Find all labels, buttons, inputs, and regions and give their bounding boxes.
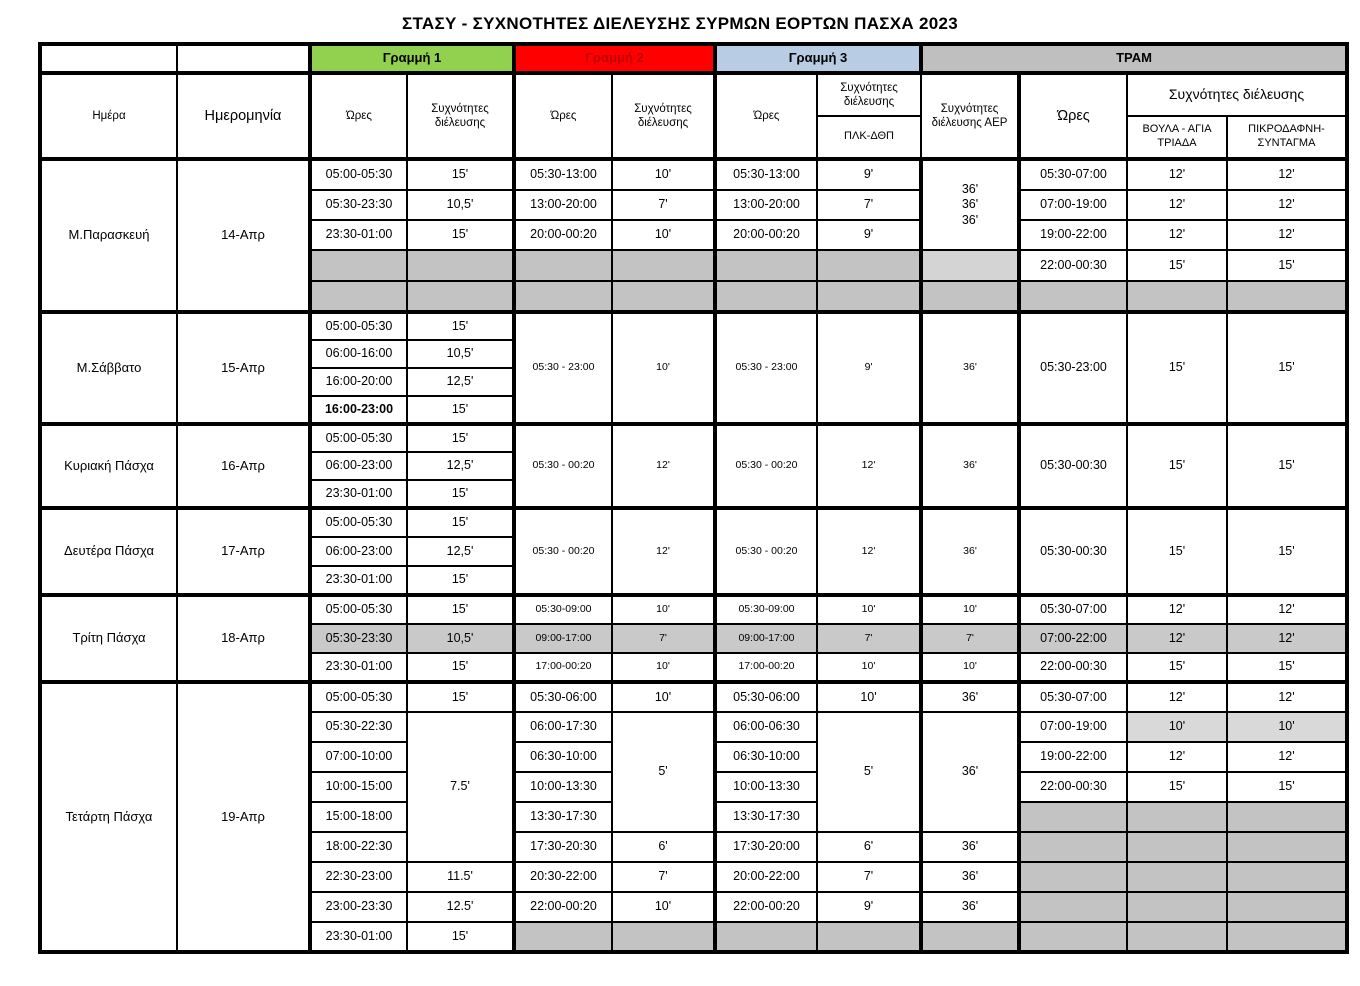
table-cell: 36': [921, 682, 1019, 712]
table-cell: 12': [1127, 190, 1227, 220]
table-cell: 15': [407, 396, 514, 424]
empty-cell: [1227, 802, 1347, 832]
table-cell: 13:00-20:00: [514, 190, 612, 220]
table-cell: 12.5': [407, 892, 514, 922]
table-cell: 22:00-00:30: [1019, 653, 1127, 682]
col-header-freq-tram: Συχνότητες διέλευσης: [1127, 73, 1347, 116]
table-cell: 22:30-23:00: [310, 862, 407, 892]
table-cell: 9': [817, 220, 921, 250]
col-header-freq-l2: Συχνότητες διέλευσης: [612, 73, 715, 159]
empty-cell: [1019, 802, 1127, 832]
table-cell: 15': [407, 682, 514, 712]
col-header-freq-l1: Συχνότητες διέλευσης: [407, 73, 514, 159]
schedule-table: [38, 42, 1349, 954]
table-cell: 06:00-16:00: [310, 340, 407, 368]
table-cell: 10': [612, 653, 715, 682]
table-cell: 05:30-09:00: [715, 595, 817, 624]
col-header-hours-l2: Ώρες: [514, 73, 612, 159]
date-cell: 15-Απρ: [177, 312, 310, 424]
table-cell: 23:00-23:30: [310, 892, 407, 922]
table-cell: 10': [1127, 712, 1227, 742]
table-cell: 7': [612, 624, 715, 653]
table-cell: 15:00-18:00: [310, 802, 407, 832]
table-cell: 05:30-13:00: [715, 159, 817, 190]
table-cell: 23:30-01:00: [310, 566, 407, 595]
table-cell: 12': [1127, 682, 1227, 712]
tram-header: ΤΡΑΜ: [921, 44, 1347, 73]
table-cell: 05:30 - 00:20: [514, 424, 612, 508]
empty-cell: [715, 922, 817, 952]
empty-cell: [612, 922, 715, 952]
table-cell: 15': [407, 508, 514, 537]
table-cell: 15': [1227, 424, 1347, 508]
table-cell: 15': [1227, 772, 1347, 802]
table-cell: 05:00-05:30: [310, 682, 407, 712]
table-cell: 12': [612, 508, 715, 595]
table-cell: 10:00-13:30: [715, 772, 817, 802]
table-cell: 05:30-00:30: [1019, 424, 1127, 508]
table-cell: 10:00-13:30: [514, 772, 612, 802]
col-header-hours-l3: Ώρες: [715, 73, 817, 159]
table-cell: 18:00-22:30: [310, 832, 407, 862]
empty-cell: [514, 922, 612, 952]
table-cell: 15': [407, 312, 514, 340]
table-cell: 10': [1227, 712, 1347, 742]
empty-cell: [1227, 832, 1347, 862]
table-cell: 12': [1227, 190, 1347, 220]
table-cell: 12': [1127, 742, 1227, 772]
table-cell: 36': [921, 424, 1019, 508]
table-cell: 15': [1127, 424, 1227, 508]
empty-cell: [514, 281, 612, 312]
table-cell: 12': [1127, 595, 1227, 624]
col-subheader-plk-dthp: ΠΛΚ-ΔΘΠ: [817, 116, 921, 159]
empty-cell: [514, 250, 612, 281]
table-cell: 06:00-17:30: [514, 712, 612, 742]
empty-cell: [1227, 892, 1347, 922]
empty-cell: [817, 922, 921, 952]
table-cell: 05:30 - 00:20: [715, 508, 817, 595]
table-cell: 7': [817, 624, 921, 653]
table-cell: 23:30-01:00: [310, 653, 407, 682]
empty-cell: [715, 250, 817, 281]
empty-cell: [1227, 922, 1347, 952]
table-cell: 05:00-05:30: [310, 424, 407, 452]
col-header-hours-tram: Ώρες: [1019, 73, 1127, 159]
table-cell: 12': [817, 508, 921, 595]
table-cell: 12,5': [407, 452, 514, 480]
table-cell: 20:00-22:00: [715, 862, 817, 892]
table-cell: 15': [1227, 508, 1347, 595]
table-cell: 07:00-19:00: [1019, 712, 1127, 742]
line1-header: Γραμμή 1: [310, 44, 514, 73]
table-cell: 12': [1227, 682, 1347, 712]
empty-cell: [817, 281, 921, 312]
table-cell: 6': [817, 832, 921, 862]
table-cell: 13:30-17:30: [514, 802, 612, 832]
table-cell: 10': [612, 312, 715, 424]
table-cell: 17:00-00:20: [514, 653, 612, 682]
table-cell: 05:30-07:00: [1019, 595, 1127, 624]
table-cell: 05:30 - 23:00: [514, 312, 612, 424]
table-cell: 10': [612, 682, 715, 712]
table-cell: 15': [1127, 250, 1227, 281]
table-cell: 15': [407, 159, 514, 190]
empty-cell: [1127, 892, 1227, 922]
table-cell: 10,5': [407, 340, 514, 368]
table-cell: 05:30-06:00: [514, 682, 612, 712]
empty-cell: [1227, 281, 1347, 312]
table-cell: 22:00-00:20: [514, 892, 612, 922]
empty-cell: [1127, 922, 1227, 952]
col-header-date: Ημερομηνία: [177, 73, 310, 159]
table-cell: 05:30 - 00:20: [715, 424, 817, 508]
table-cell: 15': [407, 480, 514, 508]
col-header-day: Ημέρα: [40, 73, 177, 159]
table-cell: 15': [407, 595, 514, 624]
table-cell: 05:30-23:00: [1019, 312, 1127, 424]
empty-cell: [1127, 802, 1227, 832]
table-cell: 05:00-05:30: [310, 508, 407, 537]
date-cell: 19-Απρ: [177, 682, 310, 952]
table-cell: 36': [921, 832, 1019, 862]
table-cell: 5': [612, 712, 715, 832]
table-cell: 22:00-00:20: [715, 892, 817, 922]
table-cell: 20:30-22:00: [514, 862, 612, 892]
table-cell: 05:00-05:30: [310, 159, 407, 190]
table-cell: 12': [1227, 595, 1347, 624]
table-cell: 09:00-17:00: [715, 624, 817, 653]
col-header-hours-l1: Ώρες: [310, 73, 407, 159]
table-cell: 05:30-07:00: [1019, 682, 1127, 712]
table-cell: 13:30-17:30: [715, 802, 817, 832]
empty-cell: [921, 922, 1019, 952]
col-header-freq-aer: Συχνότητες διέλευσης ΑΕΡ: [921, 73, 1019, 159]
table-cell: 19:00-22:00: [1019, 220, 1127, 250]
empty-cell: [612, 250, 715, 281]
aer-merged-cell: [921, 159, 1019, 250]
table-cell: 12': [1227, 742, 1347, 772]
table-cell: 05:30-22:30: [310, 712, 407, 742]
table-cell: 20:00-00:20: [514, 220, 612, 250]
table-cell: 15': [407, 653, 514, 682]
date-cell: 17-Απρ: [177, 508, 310, 595]
table-cell: 7': [817, 862, 921, 892]
table-cell: 22:00-00:30: [1019, 250, 1127, 281]
table-cell: 09:00-17:00: [514, 624, 612, 653]
col-header-freq-l3: Συχνότητες διέλευσης: [817, 73, 921, 116]
table-cell: 22:00-00:30: [1019, 772, 1127, 802]
table-cell: 07:00-22:00: [1019, 624, 1127, 653]
empty-cell: [1127, 862, 1227, 892]
table-cell: 23:30-01:00: [310, 220, 407, 250]
table-cell: 06:30-10:00: [514, 742, 612, 772]
table-cell: 10': [612, 892, 715, 922]
table-cell: 15': [407, 922, 514, 952]
table-cell: 15': [407, 566, 514, 595]
table-cell: 9': [817, 892, 921, 922]
empty-cell: [612, 281, 715, 312]
table-cell: 5': [817, 712, 921, 832]
table-cell: 10': [817, 682, 921, 712]
table-cell: 11.5': [407, 862, 514, 892]
table-cell: 17:30-20:30: [514, 832, 612, 862]
table-cell: 9': [817, 159, 921, 190]
table-cell: 12': [1227, 624, 1347, 653]
table-cell: 12': [817, 424, 921, 508]
table-cell: 16:00-23:00: [310, 396, 407, 424]
table-cell: 05:30-09:00: [514, 595, 612, 624]
table-cell: 15': [1227, 312, 1347, 424]
table-cell: 05:30-13:00: [514, 159, 612, 190]
table-cell: 12': [1127, 624, 1227, 653]
table-cell: 15': [1127, 508, 1227, 595]
corner-empty-day: [40, 44, 177, 73]
day-name-cell: Κυριακή Πάσχα: [40, 424, 177, 508]
table-cell: 23:30-01:00: [310, 480, 407, 508]
table-cell: 10': [817, 653, 921, 682]
table-cell: 12,5': [407, 537, 514, 566]
table-cell: 6': [612, 832, 715, 862]
empty-cell: [1019, 862, 1127, 892]
table-cell: 12': [1127, 220, 1227, 250]
empty-cell: [1019, 832, 1127, 862]
multi-value-stack: [925, 182, 1015, 229]
date-cell: 18-Απρ: [177, 595, 310, 682]
empty-cell: [1019, 281, 1127, 312]
table-cell: 06:00-23:00: [310, 537, 407, 566]
table-cell: 06:30-10:00: [715, 742, 817, 772]
empty-cell: [921, 281, 1019, 312]
day-name-cell: Μ.Σάββατο: [40, 312, 177, 424]
empty-cell: [310, 281, 407, 312]
table-cell: 10,5': [407, 624, 514, 653]
table-cell: 10': [921, 595, 1019, 624]
table-cell: 36': [921, 508, 1019, 595]
table-cell: 12': [1227, 159, 1347, 190]
table-cell: 10:00-15:00: [310, 772, 407, 802]
schedule-table-body: [40, 44, 1347, 952]
table-cell: 20:00-00:20: [715, 220, 817, 250]
day-name-cell: Τρίτη Πάσχα: [40, 595, 177, 682]
empty-cell: [1019, 922, 1127, 952]
table-cell: 15': [1127, 772, 1227, 802]
table-cell: 15': [1127, 653, 1227, 682]
table-cell: 10': [612, 159, 715, 190]
table-cell: 15': [407, 424, 514, 452]
table-cell: 05:30-07:00: [1019, 159, 1127, 190]
table-cell: 13:00-20:00: [715, 190, 817, 220]
table-cell: 06:00-06:30: [715, 712, 817, 742]
stacked-value: 36': [961, 197, 979, 212]
table-cell: 05:00-05:30: [310, 595, 407, 624]
table-cell: 36': [921, 712, 1019, 832]
table-cell: 7': [612, 190, 715, 220]
table-cell: 10': [612, 220, 715, 250]
table-cell: 12,5': [407, 368, 514, 396]
empty-cell: [407, 281, 514, 312]
date-cell: 16-Απρ: [177, 424, 310, 508]
table-cell: 15': [1227, 250, 1347, 281]
table-cell: 12': [1127, 159, 1227, 190]
table-cell: 05:30 - 00:20: [514, 508, 612, 595]
empty-cell: [817, 250, 921, 281]
table-cell: 06:00-23:00: [310, 452, 407, 480]
table-cell: 05:30-23:30: [310, 190, 407, 220]
table-cell: 23:30-01:00: [310, 922, 407, 952]
table-cell: 17:30-20:00: [715, 832, 817, 862]
table-cell: 15': [1227, 653, 1347, 682]
stacked-value: 36': [961, 181, 979, 196]
table-cell: 05:00-05:30: [310, 312, 407, 340]
table-cell: 05:30-06:00: [715, 682, 817, 712]
table-cell: 07:00-19:00: [1019, 190, 1127, 220]
table-cell: [921, 250, 1019, 281]
empty-cell: [1227, 862, 1347, 892]
col-subheader-voula-agia-triada: ΒΟΥΛΑ - ΑΓΙΑ ΤΡΙΑΔΑ: [1127, 116, 1227, 159]
empty-cell: [715, 281, 817, 312]
table-cell: 9': [817, 312, 921, 424]
day-name-cell: Τετάρτη Πάσχα: [40, 682, 177, 952]
table-cell: 05:30 - 23:00: [715, 312, 817, 424]
table-cell: 15': [407, 220, 514, 250]
table-cell: 05:30-23:30: [310, 624, 407, 653]
line3-header: Γραμμή 3: [715, 44, 921, 73]
empty-cell: [310, 250, 407, 281]
table-cell: 10': [612, 595, 715, 624]
stacked-value: 36': [961, 212, 979, 227]
table-cell: 10': [921, 653, 1019, 682]
table-cell: 05:30-00:30: [1019, 508, 1127, 595]
table-cell: 36': [921, 312, 1019, 424]
table-cell: 12': [1227, 220, 1347, 250]
day-name-cell: Δευτέρα Πάσχα: [40, 508, 177, 595]
table-cell: 10': [817, 595, 921, 624]
day-name-cell: Μ.Παρασκευή: [40, 159, 177, 312]
table-cell: 36': [921, 892, 1019, 922]
table-cell: 15': [1127, 312, 1227, 424]
table-cell: 7': [612, 862, 715, 892]
table-cell: 17:00-00:20: [715, 653, 817, 682]
table-cell: 16:00-20:00: [310, 368, 407, 396]
table-cell: 10,5': [407, 190, 514, 220]
empty-cell: [407, 250, 514, 281]
line2-header: Γραμμή 2: [514, 44, 715, 73]
empty-cell: [1127, 832, 1227, 862]
table-cell: 07:00-10:00: [310, 742, 407, 772]
col-subheader-pikrodafni-syntagma: ΠΙΚΡΟΔΑΦΝΗ-ΣΥΝΤΑΓΜΑ: [1227, 116, 1347, 159]
date-cell: 14-Απρ: [177, 159, 310, 312]
table-cell: 36': [921, 862, 1019, 892]
table-cell: 7.5': [407, 712, 514, 862]
page-title: ΣΤΑΣΥ - ΣΥΧΝΟΤΗΤΕΣ ΔΙΕΛΕΥΣΗΣ ΣΥΡΜΩΝ ΕΟΡΤΩΝ ΠΑΣΧΑ 2023: [401, 14, 959, 33]
table-cell: 19:00-22:00: [1019, 742, 1127, 772]
table-cell: 7': [817, 190, 921, 220]
table-cell: 7': [921, 624, 1019, 653]
table-cell: 12': [612, 424, 715, 508]
empty-cell: [1127, 281, 1227, 312]
empty-cell: [1019, 892, 1127, 922]
corner-empty-date: [177, 44, 310, 73]
